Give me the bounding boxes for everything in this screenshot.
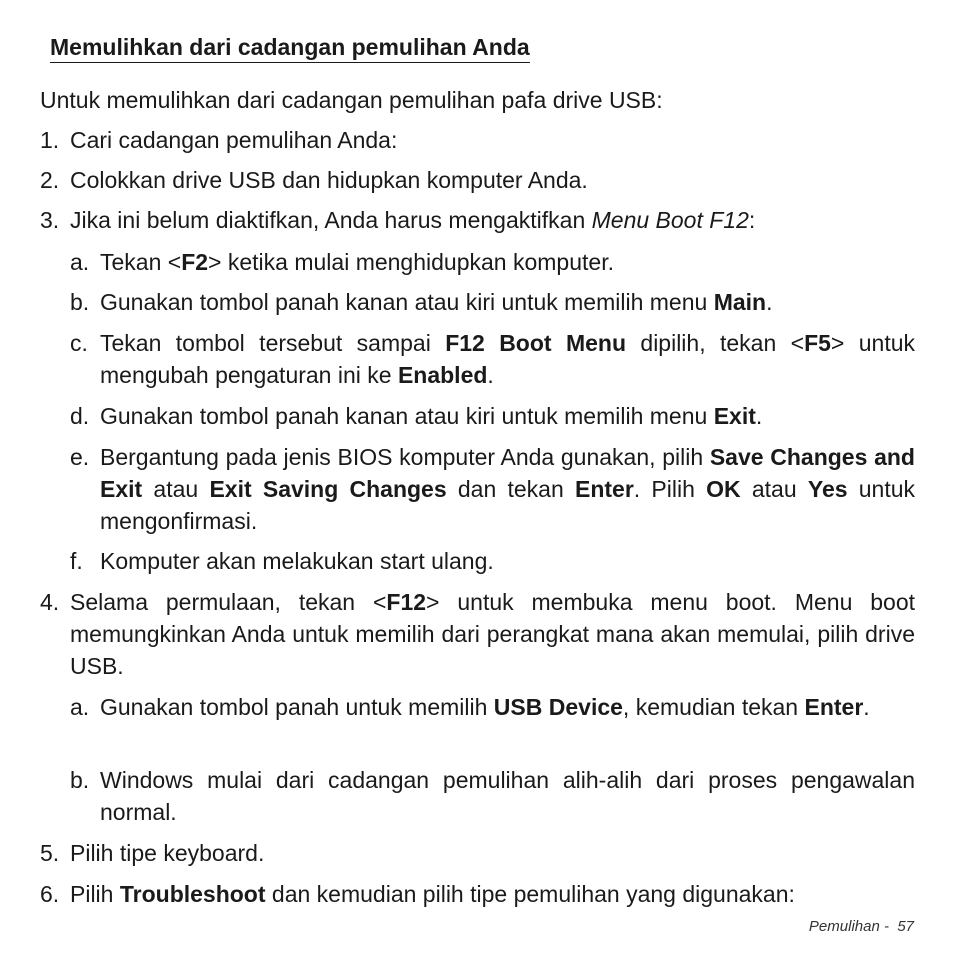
option-name: F12 Boot Menu [445,330,627,356]
option-name: USB Device [493,694,623,720]
list-marker: 5. [40,840,60,866]
list-marker: d. [70,403,90,429]
sub-list-item [70,545,915,577]
list-item-text: Pilih tipe keyboard. [70,840,265,866]
list-marker: e. [70,444,90,470]
value-name: Enabled [397,362,488,388]
list-item-text: Gunakan tombol panah untuk memilih USB Device, kemudian tekan Enter. [100,694,870,720]
list-marker: b. [70,289,90,315]
list-item [40,204,915,236]
option-name: Troubleshoot [119,881,266,907]
list-marker: 4. [40,589,60,615]
key-name: F12 [386,589,427,615]
option-name: Yes [807,476,848,502]
sub-list-item [70,246,915,278]
page-footer [809,918,914,935]
key-name: Enter [804,694,864,720]
list-item-text: Jika ini belum diaktifkan, Anda harus mengaktifkan Menu Boot F12: [70,207,756,233]
key-name: Enter [575,476,634,502]
list-marker: b. [70,767,90,793]
option-name: Exit Saving Changes [209,476,447,502]
intro-text: Untuk memulihkan dari cadangan pemulihan pafa drive USB: [40,87,663,113]
list-item [40,164,915,196]
menu-name: Menu Boot F12 [591,207,749,233]
option-name: OK [706,476,741,502]
footer-section: Pemulihan - [808,918,889,935]
list-item [40,878,915,910]
list-marker: 6. [40,881,60,907]
section-heading: Memulihkan dari cadangan pemulihan Anda [50,32,530,63]
sub-list-item [70,691,915,723]
intro-paragraph [40,84,920,116]
list-marker: 3. [40,207,60,233]
sub-list-item [70,400,915,432]
list-item-text: Komputer akan melakukan start ulang. [100,548,494,574]
option-name: Save Changes and Exit [100,444,915,502]
menu-name: Main [713,289,767,315]
key-name: F2 [181,249,209,275]
list-marker: a. [70,694,90,720]
key-name: F5 [804,330,831,356]
list-item [40,124,915,156]
list-item-text: Tekan tombol tersebut sampai F12 Boot Menu dipilih, tekan <F5> untuk mengubah pengaturan ini ke Enabled. [100,330,916,388]
menu-name: Exit [713,403,756,429]
list-item-text: Cari cadangan pemulihan Anda: [70,127,398,153]
list-item [40,586,916,682]
list-marker: c. [70,330,88,356]
sub-list-item [70,327,916,391]
list-item-text: Pilih Troubleshoot dan kemudian pilih tipe pemulihan yang digunakan: [70,881,795,907]
list-item-text: Gunakan tombol panah kanan atau kiri untuk memilih menu Main. [100,289,773,315]
list-marker: 1. [40,127,60,153]
list-marker: a. [70,249,90,275]
list-item-text: Bergantung pada jenis BIOS komputer Anda gunakan, pilih Save Changes and Exit atau Exit Saving Changes dan tekan Enter. Pilih OK atau Yes untuk mengonfirmasi. [100,444,916,534]
page-number: 57 [897,918,914,935]
sub-list-item [70,764,915,828]
sub-list-item [70,441,916,537]
list-marker: f. [70,548,83,574]
list-item-text: Windows mulai dari cadangan pemulihan alih-alih dari proses pengawalan normal. [100,767,915,825]
list-item-text: Colokkan drive USB dan hidupkan komputer Anda. [70,167,588,193]
list-item-text: Gunakan tombol panah kanan atau kiri untuk memilih menu Exit. [100,403,763,429]
sub-list-item [70,286,915,318]
list-item-text: Tekan <F2> ketika mulai menghidupkan komputer. [100,249,614,275]
list-item [40,837,915,869]
list-item-text: Selama permulaan, tekan <F12> untuk membuka menu boot. Menu boot memungkinkan Anda untuk memilih dari perangkat mana akan memulai, pilih drive USB. [70,589,916,679]
list-marker: 2. [40,167,60,193]
